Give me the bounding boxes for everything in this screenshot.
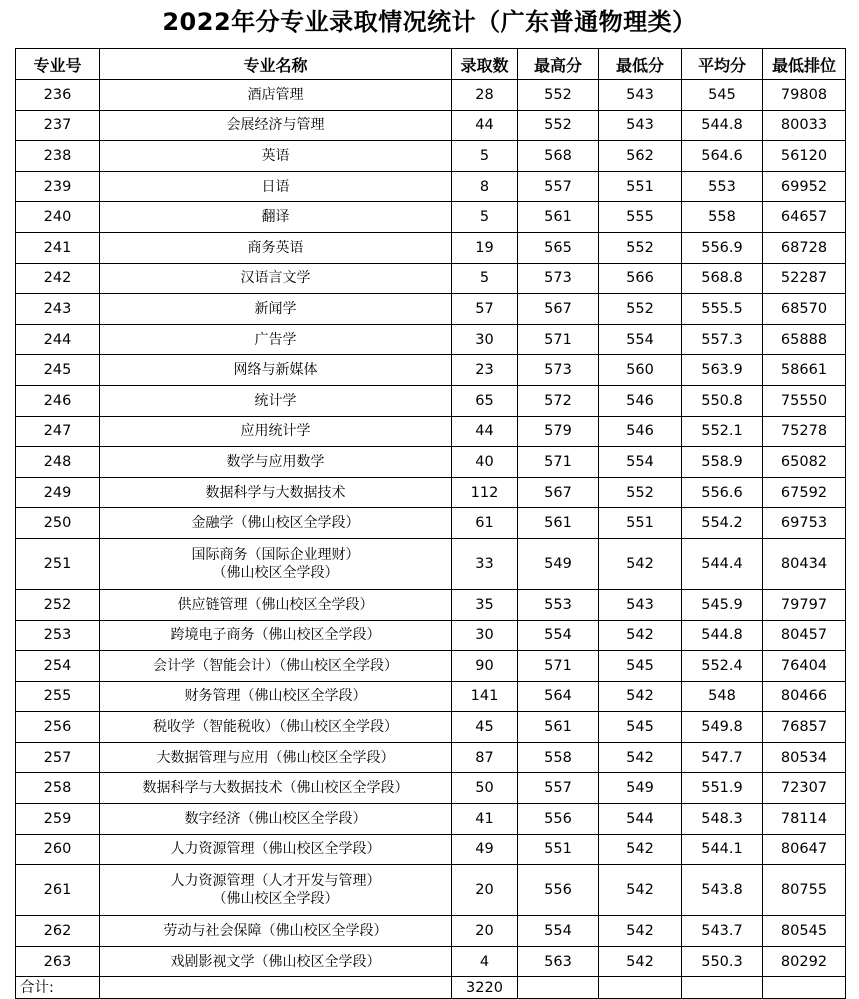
cell-rank: 65082 bbox=[763, 447, 846, 478]
cell-name bbox=[100, 447, 452, 478]
cell-name-line: 金融学（佛山校区全学段） bbox=[191, 515, 360, 532]
cell-rank: 69952 bbox=[763, 171, 846, 202]
cell-avg: 548.3 bbox=[682, 804, 763, 835]
total-label: 合计: bbox=[16, 977, 100, 999]
header-name: 专业名称 bbox=[100, 49, 452, 80]
cell-name bbox=[100, 416, 452, 447]
cell-max: 551 bbox=[518, 834, 599, 865]
cell-min: 562 bbox=[599, 141, 682, 172]
cell-min: 542 bbox=[599, 916, 682, 947]
cell-name-line: （佛山校区全学段） bbox=[212, 891, 339, 908]
cell-name-line: 数字经济（佛山校区全学段） bbox=[184, 810, 367, 827]
cell-avg: 545 bbox=[682, 80, 763, 111]
cell-avg: 545.9 bbox=[682, 589, 763, 620]
cell-min: 551 bbox=[599, 171, 682, 202]
cell-avg: 551.9 bbox=[682, 773, 763, 804]
cell-max: 558 bbox=[518, 742, 599, 773]
cell-name-line: 人力资源管理（人才开发与管理） bbox=[170, 873, 381, 890]
cell-code: 250 bbox=[16, 508, 100, 539]
cell-name-line: 商务英语 bbox=[247, 239, 304, 256]
cell-code: 241 bbox=[16, 232, 100, 263]
cell-name-line: 国际商务（国际企业理财） bbox=[191, 546, 360, 563]
header-code: 专业号 bbox=[16, 49, 100, 80]
cell-max: 563 bbox=[518, 946, 599, 977]
cell-min: 552 bbox=[599, 477, 682, 508]
cell-avg: 543.8 bbox=[682, 865, 763, 916]
cell-admitted: 49 bbox=[452, 834, 518, 865]
cell-admitted: 90 bbox=[452, 651, 518, 682]
cell-name bbox=[100, 651, 452, 682]
cell-max: 571 bbox=[518, 447, 599, 478]
cell-avg: 556.6 bbox=[682, 477, 763, 508]
cell-max: 549 bbox=[518, 538, 599, 589]
table-row bbox=[16, 916, 846, 947]
cell-rank: 69753 bbox=[763, 508, 846, 539]
cell-admitted: 35 bbox=[452, 589, 518, 620]
table-row bbox=[16, 477, 846, 508]
cell-code: 254 bbox=[16, 651, 100, 682]
cell-name-line: 日语 bbox=[261, 178, 290, 195]
cell-name-line: 大数据管理与应用（佛山校区全学段） bbox=[156, 749, 395, 766]
cell-min: 544 bbox=[599, 804, 682, 835]
header-admitted: 录取数 bbox=[452, 49, 518, 80]
cell-max: 554 bbox=[518, 916, 599, 947]
cell-admitted: 61 bbox=[452, 508, 518, 539]
cell-name bbox=[100, 477, 452, 508]
admission-table bbox=[15, 48, 846, 999]
table-row bbox=[16, 804, 846, 835]
cell-code: 261 bbox=[16, 865, 100, 916]
cell-avg: 550.8 bbox=[682, 385, 763, 416]
table-row bbox=[16, 742, 846, 773]
cell-name-line: 劳动与社会保障（佛山校区全学段） bbox=[163, 923, 388, 940]
table-row bbox=[16, 202, 846, 233]
cell-max: 556 bbox=[518, 804, 599, 835]
cell-avg: 553 bbox=[682, 171, 763, 202]
table-row bbox=[16, 508, 846, 539]
cell-name-line: 数据科学与大数据技术（佛山校区全学段） bbox=[142, 780, 409, 797]
cell-min: 555 bbox=[599, 202, 682, 233]
cell-name-line: 新闻学 bbox=[254, 300, 297, 317]
table-row bbox=[16, 80, 846, 111]
cell-max: 556 bbox=[518, 865, 599, 916]
cell-admitted: 44 bbox=[452, 416, 518, 447]
cell-min: 545 bbox=[599, 651, 682, 682]
cell-admitted: 20 bbox=[452, 916, 518, 947]
cell-rank: 80033 bbox=[763, 110, 846, 141]
cell-max: 565 bbox=[518, 232, 599, 263]
table-row bbox=[16, 773, 846, 804]
cell-name bbox=[100, 232, 452, 263]
cell-name bbox=[100, 773, 452, 804]
cell-code: 263 bbox=[16, 946, 100, 977]
cell-rank: 68570 bbox=[763, 294, 846, 325]
cell-avg: 544.4 bbox=[682, 538, 763, 589]
cell-code: 247 bbox=[16, 416, 100, 447]
cell-avg: 558.9 bbox=[682, 447, 763, 478]
cell-max: 573 bbox=[518, 263, 599, 294]
cell-avg: 548 bbox=[682, 681, 763, 712]
cell-max: 561 bbox=[518, 712, 599, 743]
cell-avg: 550.3 bbox=[682, 946, 763, 977]
cell-rank: 52287 bbox=[763, 263, 846, 294]
cell-admitted: 8 bbox=[452, 171, 518, 202]
table-row bbox=[16, 110, 846, 141]
cell-max: 568 bbox=[518, 141, 599, 172]
cell-name bbox=[100, 355, 452, 386]
cell-min: 543 bbox=[599, 80, 682, 111]
cell-name bbox=[100, 538, 452, 589]
cell-rank: 76404 bbox=[763, 651, 846, 682]
cell-max: 552 bbox=[518, 110, 599, 141]
cell-min: 542 bbox=[599, 681, 682, 712]
cell-name bbox=[100, 263, 452, 294]
cell-rank: 80457 bbox=[763, 620, 846, 651]
cell-avg: 547.7 bbox=[682, 742, 763, 773]
cell-max: 557 bbox=[518, 171, 599, 202]
table-row bbox=[16, 447, 846, 478]
cell-name-line: 戏剧影视文学（佛山校区全学段） bbox=[170, 953, 381, 970]
cell-rank: 80647 bbox=[763, 834, 846, 865]
table-row bbox=[16, 232, 846, 263]
cell-avg: 556.9 bbox=[682, 232, 763, 263]
table-row bbox=[16, 589, 846, 620]
cell-code: 237 bbox=[16, 110, 100, 141]
cell-max: 567 bbox=[518, 477, 599, 508]
cell-max: 564 bbox=[518, 681, 599, 712]
table-row bbox=[16, 141, 846, 172]
cell-avg: 543.7 bbox=[682, 916, 763, 947]
table-row bbox=[16, 538, 846, 589]
cell-code: 259 bbox=[16, 804, 100, 835]
cell-admitted: 41 bbox=[452, 804, 518, 835]
cell-name-line: 税收学（智能税收）（佛山校区全学段） bbox=[153, 719, 398, 736]
cell-min: 542 bbox=[599, 620, 682, 651]
cell-code: 251 bbox=[16, 538, 100, 589]
cell-avg: 555.5 bbox=[682, 294, 763, 325]
cell-name bbox=[100, 916, 452, 947]
cell-code: 258 bbox=[16, 773, 100, 804]
cell-name-line: 应用统计学 bbox=[240, 423, 311, 440]
cell-name-line: 会展经济与管理 bbox=[226, 117, 325, 134]
cell-rank: 64657 bbox=[763, 202, 846, 233]
cell-name bbox=[100, 834, 452, 865]
cell-avg: 558 bbox=[682, 202, 763, 233]
cell-rank: 80534 bbox=[763, 742, 846, 773]
cell-code: 249 bbox=[16, 477, 100, 508]
cell-admitted: 4 bbox=[452, 946, 518, 977]
cell-max: 552 bbox=[518, 80, 599, 111]
cell-code: 256 bbox=[16, 712, 100, 743]
cell-rank: 79808 bbox=[763, 80, 846, 111]
cell-min: 542 bbox=[599, 834, 682, 865]
cell-avg: 564.6 bbox=[682, 141, 763, 172]
cell-rank: 67592 bbox=[763, 477, 846, 508]
cell-admitted: 5 bbox=[452, 202, 518, 233]
cell-rank: 65888 bbox=[763, 324, 846, 355]
cell-admitted: 23 bbox=[452, 355, 518, 386]
cell-code: 244 bbox=[16, 324, 100, 355]
cell-name-line: 翻译 bbox=[261, 209, 290, 226]
cell-admitted: 5 bbox=[452, 263, 518, 294]
cell-rank: 76857 bbox=[763, 712, 846, 743]
cell-code: 236 bbox=[16, 80, 100, 111]
cell-admitted: 50 bbox=[452, 773, 518, 804]
cell-name bbox=[100, 294, 452, 325]
cell-code: 257 bbox=[16, 742, 100, 773]
cell-name-line: 供应链管理（佛山校区全学段） bbox=[177, 596, 374, 613]
cell-name bbox=[100, 171, 452, 202]
cell-admitted: 30 bbox=[452, 324, 518, 355]
cell-code: 252 bbox=[16, 589, 100, 620]
cell-admitted: 112 bbox=[452, 477, 518, 508]
cell-name bbox=[100, 804, 452, 835]
table-row bbox=[16, 355, 846, 386]
cell-admitted: 141 bbox=[452, 681, 518, 712]
header-row bbox=[16, 49, 846, 80]
cell-name bbox=[100, 508, 452, 539]
cell-name-line: 英语 bbox=[261, 147, 290, 164]
cell-code: 248 bbox=[16, 447, 100, 478]
cell-code: 262 bbox=[16, 916, 100, 947]
cell-code: 238 bbox=[16, 141, 100, 172]
cell-code: 240 bbox=[16, 202, 100, 233]
cell-admitted: 44 bbox=[452, 110, 518, 141]
cell-name bbox=[100, 589, 452, 620]
cell-code: 245 bbox=[16, 355, 100, 386]
cell-name bbox=[100, 742, 452, 773]
cell-rank: 75550 bbox=[763, 385, 846, 416]
cell-rank: 58661 bbox=[763, 355, 846, 386]
cell-admitted: 5 bbox=[452, 141, 518, 172]
cell-name bbox=[100, 681, 452, 712]
cell-avg: 552.4 bbox=[682, 651, 763, 682]
header-rank: 最低排位 bbox=[763, 49, 846, 80]
cell-admitted: 30 bbox=[452, 620, 518, 651]
cell-max: 561 bbox=[518, 508, 599, 539]
cell-avg: 554.2 bbox=[682, 508, 763, 539]
cell-admitted: 20 bbox=[452, 865, 518, 916]
table-row bbox=[16, 620, 846, 651]
cell-max: 553 bbox=[518, 589, 599, 620]
cell-rank: 78114 bbox=[763, 804, 846, 835]
cell-name bbox=[100, 865, 452, 916]
cell-rank: 72307 bbox=[763, 773, 846, 804]
cell-admitted: 19 bbox=[452, 232, 518, 263]
cell-max: 572 bbox=[518, 385, 599, 416]
cell-code: 253 bbox=[16, 620, 100, 651]
cell-min: 566 bbox=[599, 263, 682, 294]
cell-avg: 549.8 bbox=[682, 712, 763, 743]
table-row bbox=[16, 865, 846, 916]
cell-min: 542 bbox=[599, 742, 682, 773]
cell-min: 551 bbox=[599, 508, 682, 539]
cell-max: 567 bbox=[518, 294, 599, 325]
cell-name bbox=[100, 202, 452, 233]
cell-name-line: 财务管理（佛山校区全学段） bbox=[184, 688, 367, 705]
cell-name bbox=[100, 324, 452, 355]
cell-code: 255 bbox=[16, 681, 100, 712]
cell-avg: 568.8 bbox=[682, 263, 763, 294]
cell-max: 554 bbox=[518, 620, 599, 651]
cell-name-line: 人力资源管理（佛山校区全学段） bbox=[170, 841, 381, 858]
table-row bbox=[16, 171, 846, 202]
cell-name-line: 广告学 bbox=[254, 331, 297, 348]
cell-min: 554 bbox=[599, 324, 682, 355]
table-row bbox=[16, 385, 846, 416]
cell-rank: 56120 bbox=[763, 141, 846, 172]
cell-name-line: 网络与新媒体 bbox=[233, 362, 318, 379]
cell-min: 552 bbox=[599, 232, 682, 263]
table-row bbox=[16, 681, 846, 712]
cell-admitted: 65 bbox=[452, 385, 518, 416]
cell-name bbox=[100, 80, 452, 111]
table-row bbox=[16, 946, 846, 977]
cell-avg: 544.8 bbox=[682, 110, 763, 141]
cell-max: 561 bbox=[518, 202, 599, 233]
cell-name-line: 会计学（智能会计）（佛山校区全学段） bbox=[153, 657, 398, 674]
cell-avg: 563.9 bbox=[682, 355, 763, 386]
cell-admitted: 33 bbox=[452, 538, 518, 589]
cell-name bbox=[100, 712, 452, 743]
cell-max: 571 bbox=[518, 324, 599, 355]
cell-rank: 80545 bbox=[763, 916, 846, 947]
table-row bbox=[16, 834, 846, 865]
cell-avg: 544.8 bbox=[682, 620, 763, 651]
cell-rank: 80292 bbox=[763, 946, 846, 977]
cell-name-line: 酒店管理 bbox=[247, 86, 304, 103]
cell-rank: 80434 bbox=[763, 538, 846, 589]
cell-admitted: 45 bbox=[452, 712, 518, 743]
cell-rank: 75278 bbox=[763, 416, 846, 447]
cell-avg: 552.1 bbox=[682, 416, 763, 447]
cell-min: 546 bbox=[599, 385, 682, 416]
cell-min: 545 bbox=[599, 712, 682, 743]
table-row bbox=[16, 416, 846, 447]
table-body bbox=[16, 80, 846, 977]
cell-admitted: 57 bbox=[452, 294, 518, 325]
cell-avg: 557.3 bbox=[682, 324, 763, 355]
page-title: 2022年分专业录取情况统计（广东普通物理类） bbox=[162, 8, 697, 36]
cell-code: 243 bbox=[16, 294, 100, 325]
cell-name-line: （佛山校区全学段） bbox=[212, 564, 339, 581]
table-row bbox=[16, 651, 846, 682]
header-avg: 平均分 bbox=[682, 49, 763, 80]
cell-min: 542 bbox=[599, 865, 682, 916]
cell-name-line: 统计学 bbox=[254, 392, 297, 409]
cell-min: 542 bbox=[599, 538, 682, 589]
cell-admitted: 87 bbox=[452, 742, 518, 773]
cell-admitted: 28 bbox=[452, 80, 518, 111]
header-min: 最低分 bbox=[599, 49, 682, 80]
cell-code: 260 bbox=[16, 834, 100, 865]
cell-max: 573 bbox=[518, 355, 599, 386]
cell-min: 543 bbox=[599, 589, 682, 620]
table-row bbox=[16, 294, 846, 325]
cell-admitted: 40 bbox=[452, 447, 518, 478]
table-row bbox=[16, 263, 846, 294]
cell-min: 542 bbox=[599, 946, 682, 977]
header-max: 最高分 bbox=[518, 49, 599, 80]
cell-rank: 79797 bbox=[763, 589, 846, 620]
total-admitted: 3220 bbox=[452, 977, 518, 999]
cell-min: 549 bbox=[599, 773, 682, 804]
cell-code: 242 bbox=[16, 263, 100, 294]
cell-max: 571 bbox=[518, 651, 599, 682]
cell-min: 560 bbox=[599, 355, 682, 386]
cell-min: 546 bbox=[599, 416, 682, 447]
cell-name bbox=[100, 946, 452, 977]
cell-name-line: 数据科学与大数据技术 bbox=[205, 484, 346, 501]
cell-max: 557 bbox=[518, 773, 599, 804]
cell-name-line: 汉语言文学 bbox=[240, 270, 311, 287]
cell-rank: 80466 bbox=[763, 681, 846, 712]
cell-min: 554 bbox=[599, 447, 682, 478]
cell-avg: 544.1 bbox=[682, 834, 763, 865]
table-row bbox=[16, 712, 846, 743]
cell-min: 543 bbox=[599, 110, 682, 141]
cell-name-line: 跨境电子商务（佛山校区全学段） bbox=[170, 627, 381, 644]
cell-name bbox=[100, 141, 452, 172]
cell-name-line: 数学与应用数学 bbox=[226, 453, 325, 470]
cell-code: 246 bbox=[16, 385, 100, 416]
cell-rank: 80755 bbox=[763, 865, 846, 916]
cell-name bbox=[100, 620, 452, 651]
cell-max: 579 bbox=[518, 416, 599, 447]
cell-code: 239 bbox=[16, 171, 100, 202]
cell-name bbox=[100, 385, 452, 416]
cell-min: 552 bbox=[599, 294, 682, 325]
cell-rank: 68728 bbox=[763, 232, 846, 263]
cell-name bbox=[100, 110, 452, 141]
table-row bbox=[16, 324, 846, 355]
